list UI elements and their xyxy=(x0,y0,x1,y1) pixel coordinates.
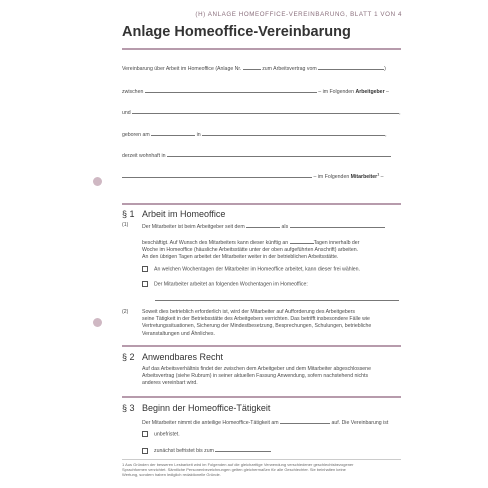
fixed-days-checkbox[interactable] xyxy=(142,281,148,287)
s1-option-fixed-days: Der Mitarbeiter arbeitet an folgenden Wochentagen im Homeoffice: xyxy=(142,281,308,289)
weekdays-field[interactable] xyxy=(155,300,399,301)
employed-since-field[interactable] xyxy=(246,222,280,228)
section-1-number: § 1 xyxy=(122,209,135,219)
title-rule xyxy=(122,48,401,50)
s1-p1-body: beschäftigt. Auf Wunsch des Mitarbeiters kann dieser künftig an Tagen innerhalb der Woche im Homeoffice (häusliche Arbeitsstätte unter der oben aufgeführten Anschrift) arbeiten. An den übrigen Tagen arbeitet der Mitarbeiter weiter in der betrieblichen Arbeitsstätte. xyxy=(142,240,360,261)
section-1-title: Arbeit im Homeoffice xyxy=(142,209,226,219)
s1-p2-number: (2) xyxy=(122,309,129,315)
section-1-rule xyxy=(122,203,401,205)
intro-line-1: Vereinbarung über Arbeit im Homeoffice (Anlage Nr. zum Arbeitsvertrag vom ) xyxy=(122,66,386,72)
s1-p1-number: (1) xyxy=(122,222,129,228)
intro-line-und: und , xyxy=(122,110,401,116)
address-field[interactable] xyxy=(167,151,391,157)
end-date-field[interactable] xyxy=(215,446,271,452)
employee-label: Mitarbeiter$^1$ xyxy=(350,172,380,180)
section-2-rule xyxy=(122,345,401,347)
s1-option-free-choice: An welchen Wochentagen der Mitarbeiter im Homeoffice arbeitet, kann dieser frei wählen. xyxy=(142,266,360,274)
punch-hole-bottom xyxy=(93,318,102,327)
employee-name-field[interactable] xyxy=(132,108,399,114)
birth-date-field[interactable] xyxy=(151,130,195,136)
s3-option-unlimited: unbefristet. xyxy=(142,431,180,439)
intro-line-wohnhaft: derzeit wohnhaft in xyxy=(122,151,391,159)
page-title: Anlage Homeoffice-Vereinbarung xyxy=(122,24,351,40)
footnote: 1 Aus Gründen der besseren Lesbarkeit wird im Folgenden auf die gleichzeitige Verwendung verschiedener geschlechtsbezogener Sprachformen verzichtet. Sämtliche Personenbezeichnungen gelten gleichermaßen für alle Geschlechter. Sie beinhalten keine Wertung, sondern haben lediglich redaktionelle Gründe. xyxy=(122,462,354,478)
contract-date-field[interactable] xyxy=(318,64,384,70)
unlimited-checkbox[interactable] xyxy=(142,431,148,437)
free-choice-checkbox[interactable] xyxy=(142,266,148,272)
s3-option-limited: zunächst befristet bis zum xyxy=(142,446,271,455)
intro-line-zwischen: zwischen – im Folgenden Arbeitgeber – xyxy=(122,89,389,95)
start-date-field[interactable] xyxy=(280,418,330,424)
section-3-number: § 3 xyxy=(122,403,135,413)
employer-field[interactable] xyxy=(145,87,317,93)
s2-body: Auf das Arbeitsverhältnis findet der zwischen dem Arbeitgeber und dem Mitarbeiter abgeschlossene Arbeitsvertrag (siehe Rubrum) in seiner aktuellen Fassung Anwendung, sofern nachstehend nichts anderes vereinbart wird. xyxy=(142,366,371,387)
position-field[interactable] xyxy=(290,222,385,228)
employer-label: Arbeitgeber xyxy=(355,89,385,95)
homeoffice-days-field[interactable] xyxy=(290,238,314,244)
footnote-divider xyxy=(122,459,401,460)
s1-p2-body: Soweit dies betrieblich erforderlich ist, wird der Mitarbeiter auf Aufforderung des Arbeitgebers seine Tätigkeit in der Betriebsstätte des Arbeitgebers verrichten. Das betrifft insbesondere Fälle wie Vertretungssituationen, Sicherung der Mindestbesetzung, Besprechungen, Schulungen, betriebliche Veranstaltungen und Ähnliches. xyxy=(142,309,372,337)
page-header: (H) ANLAGE HOMEOFFICE-VEREINBARUNG, BLATT 1 VON 4 xyxy=(195,11,402,18)
section-2-title: Anwendbares Recht xyxy=(142,352,224,362)
intro-line-geboren: geboren am in , xyxy=(122,132,387,138)
s3-line-1: Der Mitarbeiter nimmt die anteilige Homeoffice-Tätigkeit am auf. Die Vereinbarung ist xyxy=(142,420,389,426)
address-line-2-field[interactable] xyxy=(122,172,312,178)
annex-number-field[interactable] xyxy=(243,64,261,70)
intro-line-mitarbeiter: – im Folgenden Mitarbeiter$^1$ – xyxy=(122,172,384,180)
section-2-number: § 2 xyxy=(122,352,135,362)
s1-p1-line-1: Der Mitarbeiter ist beim Arbeitgeber seit dem als xyxy=(142,222,385,231)
birth-place-field[interactable] xyxy=(202,130,385,136)
section-3-title: Beginn der Homeoffice-Tätigkeit xyxy=(142,403,271,413)
punch-hole-top xyxy=(93,177,102,186)
limited-checkbox[interactable] xyxy=(142,448,148,454)
section-3-rule xyxy=(122,396,401,398)
